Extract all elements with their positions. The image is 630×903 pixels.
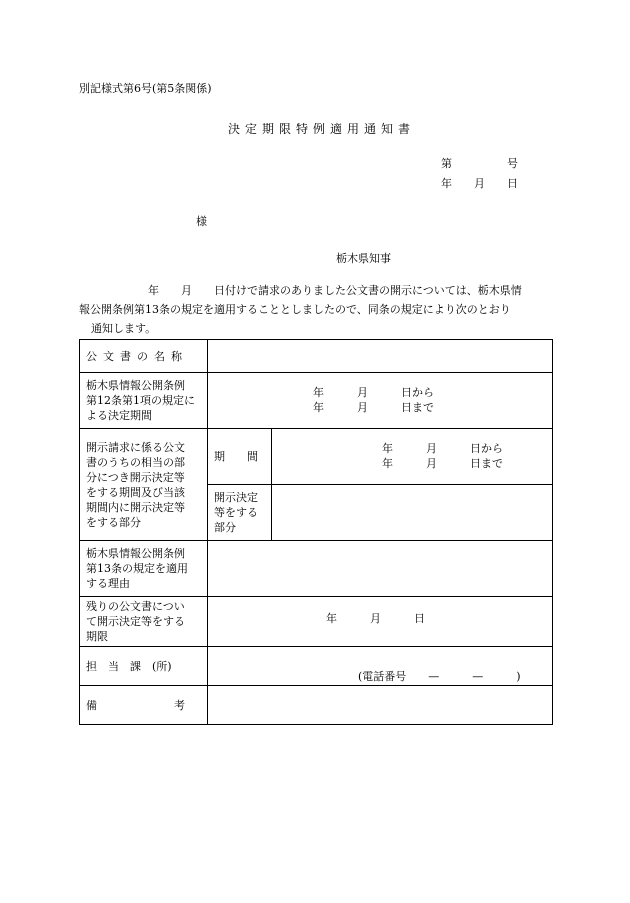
value-document-name[interactable] — [208, 340, 553, 373]
value-deadline[interactable] — [208, 597, 553, 647]
label-partial-decision: 開示請求に係る公文 書のうちの相当の部 分につき開示決定等 をする期間及び当該 期間内に開示決定等 をする部分 — [80, 429, 208, 541]
label-reason: 栃木県情報公開条例 第13条の規定を適用 する理由 — [80, 541, 208, 597]
value-partial-period[interactable] — [272, 429, 553, 485]
document-date: 年 月 日 — [441, 177, 518, 190]
value-decision-period[interactable] — [208, 373, 553, 429]
partial-from-date: 年 月 日から — [382, 442, 503, 455]
notice-table — [79, 339, 553, 725]
form-number: 別記様式第6号(第5条関係) — [79, 82, 212, 95]
label-decision-part: 開示決定 等をする 部分 — [208, 485, 272, 541]
phone-number-line: (電話番号 — — ) — [358, 670, 521, 683]
document-title: 決定期限特例適用通知書 — [228, 122, 416, 136]
value-remarks[interactable] — [208, 686, 553, 725]
body-line-2: 報公開条例第13条の規定を適用することとしましたので、同条の規定により次のとおり — [79, 303, 511, 316]
document-number: 第 号 — [441, 157, 518, 170]
decision-from-date: 年 月 日から — [313, 386, 434, 399]
value-section[interactable] — [208, 647, 553, 686]
row-section — [80, 647, 553, 686]
row-reason — [80, 541, 553, 597]
row-decision-period — [80, 373, 553, 429]
label-section: 担 当 課 (所) — [80, 647, 208, 686]
partial-to-date: 年 月 日まで — [382, 457, 503, 470]
label-decision-period: 栃木県情報公開条例 第12条第1項の規定に よる決定期間 — [80, 373, 208, 429]
row-deadline — [80, 597, 553, 647]
deadline-date: 年 月 日 — [326, 612, 425, 625]
value-reason[interactable] — [208, 541, 553, 597]
row-remarks — [80, 686, 553, 725]
label-period: 期 間 — [208, 429, 272, 485]
label-remarks: 備 考 — [80, 686, 208, 725]
body-line-3: 通知します。 — [91, 322, 157, 335]
decision-to-date: 年 月 日まで — [313, 401, 434, 414]
sender-name: 栃木県知事 — [336, 252, 391, 265]
row-document-name — [80, 340, 553, 373]
row-partial-period — [80, 429, 553, 485]
recipient-honorific: 様 — [196, 215, 207, 228]
label-deadline: 残りの公文書につい て開示決定等をする 期限 — [80, 597, 208, 647]
value-decision-part[interactable] — [272, 485, 553, 541]
body-line-1: 年 月 日付けで請求のありました公文書の開示については、栃木県情 — [148, 284, 522, 297]
label-document-name: 公文書の名称 — [80, 340, 208, 373]
